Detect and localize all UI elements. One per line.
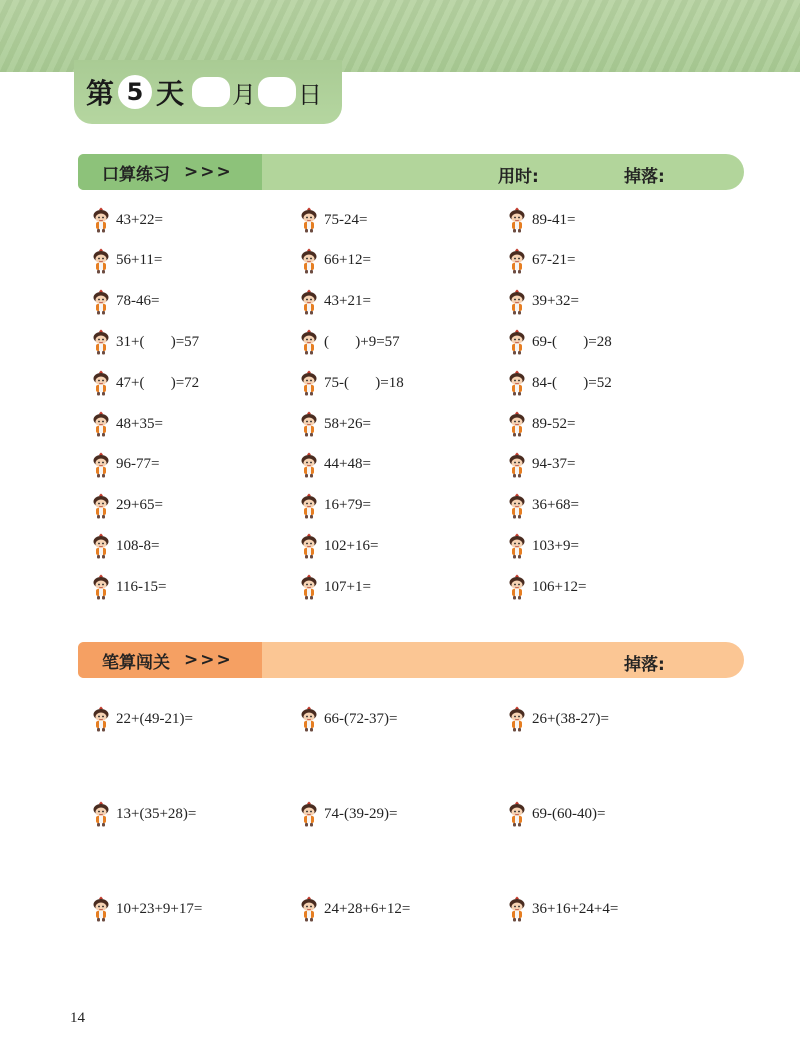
cartoon-kid-icon xyxy=(92,289,110,315)
problem-item xyxy=(508,411,575,437)
problem-item xyxy=(300,493,371,519)
problem-item xyxy=(92,493,163,519)
cartoon-kid-icon xyxy=(508,801,526,827)
problem-text: 48+35= xyxy=(116,415,163,432)
problem-item xyxy=(508,493,579,519)
oral-title-tab xyxy=(78,154,262,190)
cartoon-kid-icon xyxy=(508,452,526,478)
problem-item xyxy=(300,329,400,355)
problem-item xyxy=(92,533,159,559)
problem-text: 66+12= xyxy=(324,252,371,269)
cartoon-kid-icon xyxy=(300,329,318,355)
date-label: 日 xyxy=(298,80,323,109)
problem-text: 108-8= xyxy=(116,537,160,554)
problem-text: 29+65= xyxy=(116,497,163,514)
problem-item xyxy=(300,574,371,600)
problem-text: 67-21= xyxy=(532,252,576,269)
cartoon-kid-icon xyxy=(508,411,526,437)
oral-arrows: >>> xyxy=(184,162,233,182)
problem-item xyxy=(300,706,397,732)
problem-text: 106+12= xyxy=(532,578,587,595)
cartoon-kid-icon xyxy=(92,370,110,396)
problem-text: 36+16+24+4= xyxy=(532,900,619,917)
problem-item xyxy=(300,289,371,315)
problem-item xyxy=(92,801,196,827)
cartoon-kid-icon xyxy=(508,533,526,559)
date-blank[interactable] xyxy=(258,77,296,107)
problem-item xyxy=(508,574,586,600)
cartoon-kid-icon xyxy=(300,452,318,478)
cartoon-kid-icon xyxy=(92,248,110,274)
problem-text: 78-46= xyxy=(116,293,160,310)
problem-text: 47+( )=72 xyxy=(116,374,200,391)
problem-text: 75-( )=18 xyxy=(324,374,404,391)
problem-item xyxy=(92,248,162,274)
problem-text: 89-41= xyxy=(532,211,576,228)
problem-item xyxy=(508,896,618,922)
problem-text: 13+(35+28)= xyxy=(116,805,197,822)
cartoon-kid-icon xyxy=(92,801,110,827)
problem-item xyxy=(92,452,159,478)
oral-drop-label: 掉落: xyxy=(624,167,665,187)
cartoon-kid-icon xyxy=(92,329,110,355)
month-label: 月 xyxy=(232,80,257,109)
problem-item xyxy=(300,533,378,559)
problem-text: 44+48= xyxy=(324,456,371,473)
day-suffix: 天 xyxy=(156,77,185,110)
cartoon-kid-icon xyxy=(92,207,110,233)
problem-text: 75-24= xyxy=(324,211,368,228)
problem-item xyxy=(92,289,159,315)
problem-text: 10+23+9+17= xyxy=(116,900,203,917)
day-header xyxy=(74,60,342,124)
cartoon-kid-icon xyxy=(300,896,318,922)
cartoon-kid-icon xyxy=(508,896,526,922)
cartoon-kid-icon xyxy=(92,533,110,559)
problem-item xyxy=(92,574,166,600)
time-label: 用时: xyxy=(498,167,539,187)
cartoon-kid-icon xyxy=(92,493,110,519)
problem-item xyxy=(300,370,404,396)
problem-item xyxy=(92,706,193,732)
problem-text: 24+28+6+12= xyxy=(324,900,411,917)
problem-item xyxy=(508,289,579,315)
problem-text: 22+(49-21)= xyxy=(116,710,193,727)
written-title-tab xyxy=(78,642,262,678)
problem-item xyxy=(300,452,371,478)
problem-text: 69-( )=28 xyxy=(532,333,612,350)
problem-item xyxy=(508,706,609,732)
problem-item xyxy=(508,533,579,559)
problem-item xyxy=(300,411,371,437)
problem-text: 66-(72-37)= xyxy=(324,710,398,727)
problem-text: 58+26= xyxy=(324,415,371,432)
oral-section-header xyxy=(78,154,744,190)
problem-text: 26+(38-27)= xyxy=(532,710,609,727)
problem-item xyxy=(300,207,367,233)
cartoon-kid-icon xyxy=(300,706,318,732)
cartoon-kid-icon xyxy=(92,896,110,922)
problem-text: 43+21= xyxy=(324,293,371,310)
problem-text: 84-( )=52 xyxy=(532,374,612,391)
problem-text: 89-52= xyxy=(532,415,576,432)
written-drop-label: 掉落: xyxy=(624,655,665,675)
page-number: 14 xyxy=(70,1010,85,1026)
written-title: 笔算闯关 xyxy=(102,652,170,673)
problem-item xyxy=(92,370,199,396)
cartoon-kid-icon xyxy=(300,801,318,827)
problem-item xyxy=(92,207,163,233)
written-section-header xyxy=(78,642,744,678)
problem-item xyxy=(508,248,575,274)
problem-text: 39+32= xyxy=(532,293,579,310)
problem-text: ( )+9=57 xyxy=(324,333,400,350)
problem-text: 103+9= xyxy=(532,537,579,554)
cartoon-kid-icon xyxy=(300,411,318,437)
cartoon-kid-icon xyxy=(300,289,318,315)
problem-text: 116-15= xyxy=(116,578,167,595)
problem-text: 56+11= xyxy=(116,252,163,269)
cartoon-kid-icon xyxy=(508,493,526,519)
cartoon-kid-icon xyxy=(300,207,318,233)
problem-item xyxy=(508,370,612,396)
problem-item xyxy=(508,329,612,355)
cartoon-kid-icon xyxy=(300,493,318,519)
problem-item xyxy=(300,896,410,922)
oral-title: 口算练习 xyxy=(102,164,170,185)
problem-item xyxy=(92,411,163,437)
problem-item xyxy=(300,801,397,827)
cartoon-kid-icon xyxy=(92,706,110,732)
cartoon-kid-icon xyxy=(508,370,526,396)
problem-text: 107+1= xyxy=(324,578,371,595)
cartoon-kid-icon xyxy=(92,574,110,600)
problem-text: 102+16= xyxy=(324,537,379,554)
cartoon-kid-icon xyxy=(508,706,526,732)
problem-item xyxy=(508,207,575,233)
problem-text: 94-37= xyxy=(532,456,576,473)
problem-item xyxy=(508,801,605,827)
month-blank[interactable] xyxy=(192,77,230,107)
problem-text: 96-77= xyxy=(116,456,160,473)
problem-text: 74-(39-29)= xyxy=(324,805,398,822)
problem-item xyxy=(300,248,371,274)
problem-item xyxy=(92,896,202,922)
cartoon-kid-icon xyxy=(300,574,318,600)
day-prefix: 第 xyxy=(86,77,115,110)
cartoon-kid-icon xyxy=(508,289,526,315)
cartoon-kid-icon xyxy=(300,533,318,559)
cartoon-kid-icon xyxy=(508,248,526,274)
cartoon-kid-icon xyxy=(508,329,526,355)
day-number: 5 xyxy=(118,75,152,109)
problem-item xyxy=(92,329,199,355)
problem-text: 31+( )=57 xyxy=(116,333,200,350)
problem-text: 16+79= xyxy=(324,497,371,514)
problem-item xyxy=(508,452,575,478)
cartoon-kid-icon xyxy=(508,574,526,600)
cartoon-kid-icon xyxy=(300,370,318,396)
cartoon-kid-icon xyxy=(300,248,318,274)
cartoon-kid-icon xyxy=(92,452,110,478)
problem-text: 36+68= xyxy=(532,497,579,514)
problem-text: 69-(60-40)= xyxy=(532,805,606,822)
cartoon-kid-icon xyxy=(92,411,110,437)
written-arrows: >>> xyxy=(184,650,233,670)
problem-text: 43+22= xyxy=(116,211,163,228)
cartoon-kid-icon xyxy=(508,207,526,233)
